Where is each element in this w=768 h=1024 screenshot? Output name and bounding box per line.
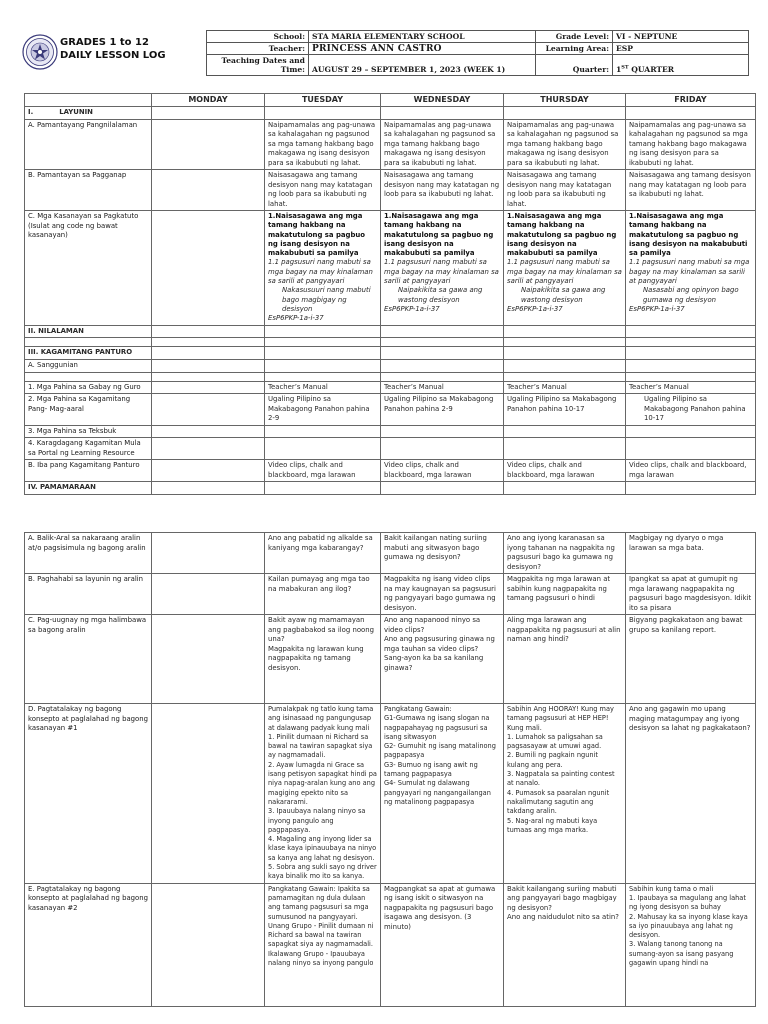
nilalaman-row <box>25 325 756 338</box>
kasanayan-main: 1.Naisasagawa ang mga tamang hakbang na makatutulong sa pagbuo ng isang desisyon na makabubuti sa pamilya <box>384 212 494 258</box>
cell-text: Naipamamalas ang pag-unawa sa kahalagahan ng pagsunod sa mga tamang hakbang bago makagawa ng isang desisyon para sa ikabubuti ng lahat. <box>265 119 381 170</box>
table-row <box>25 119 756 170</box>
cell-text: Magpangkat sa apat at gumawa ng isang iskit o sitwasyon na nagpapakita ng pagsusuri bago isagawa ang desisyon. (3 minuto) <box>381 883 504 1006</box>
day-thursday: THURSDAY <box>504 94 626 107</box>
learning-area-label: Learning Area: <box>536 43 613 55</box>
section-nilalaman: II. NILALAMAN <box>25 325 152 338</box>
row-label-pagtatalakay-2: E. Pagtatalakay ng bagong konsepto at paglalahad ng bagong kasanayan #2 <box>25 883 152 1006</box>
kasanayan-item: 1.1 pagsusuri nang mabuti sa mga bagay na may kinalaman sa sarili at pangyayari <box>268 258 373 286</box>
table-row <box>25 211 756 326</box>
kagamitan-row <box>25 347 756 360</box>
cell-text: Magbigay ng dyaryo o mga larawan sa mga bata. <box>626 533 756 574</box>
cell-text: Bakit kailangang suriing mabuti ang pangyayari bago magbigay ng desisyon? Ano ang naidudulot nito sa atin? <box>504 883 626 1006</box>
table-row <box>25 574 756 615</box>
teaching-dates-value: AUGUST 29 – SEPTEMBER 1, 2023 (WEEK 1) <box>309 55 536 76</box>
row-label-balik-aral: A. Balik-Aral sa nakaraang aralin at/o pagsisimula ng bagong aralin <box>25 533 152 574</box>
cell-text: Ugaling Pilipino sa Makabagong Panahon pahina 10-17 <box>504 394 626 426</box>
cell-text: Pangkatang Gawain: G1-Gumawa ng isang slogan na nagpapahayag ng pagsusuri sa isang sitwasyon G2- Gumuhit ng isang matalinong pagpapasya G3- Bumuo ng isang awit ng tamang pagpapasya G4- Sumulat ng dalawang pangyayari ng nangangailangan ng matalinong pagpapasya <box>381 704 504 884</box>
cell-text: Teacher’s Manual <box>626 381 756 394</box>
kasanayan-sub: Naipakikita sa gawa ang wastong desisyon <box>398 286 483 304</box>
cell-text: Teacher’s Manual <box>504 381 626 394</box>
cell-text: Video clips, chalk and blackboard, mga larawan <box>381 460 504 482</box>
day-wednesday: WEDNESDAY <box>381 94 504 107</box>
spacer-row <box>25 372 756 381</box>
row-label-pamantayan-sa-pagganap: B. Pamantayan sa Pagganap <box>25 170 152 211</box>
cell-text: Naipamamalas ang pag-unawa sa kahalagahan ng pagsunod sa mga tamang hakbang bago makagawa ng isang desisyon para sa ikabubuti ng lahat. <box>626 119 756 170</box>
day-friday: FRIDAY <box>626 94 756 107</box>
lesson-table-bottom <box>24 532 756 1007</box>
table-row <box>25 704 756 884</box>
cell-text: Magpakita ng isang video clips na may kaugnayan sa pagsusuri ng pangyayari bago gumawa ng desisyon. <box>381 574 504 615</box>
quarter-word: QUARTER <box>631 65 675 74</box>
cell-text: Pumalakpak ng tatlo kung tama ang isinasaad ng pangungusap at dalawang padyak kung mali 1. Pinilit dumaan ni Richard sa bawal na tawiran sapagkat siya ay nagmamadali. 2. Ayaw lumagda ni Grace sa isang petisyon sapagkat hindi pa niya napag-aralan kung ano ang magiging epekto nito sa nakararami. 3. Ipauubaya nalang ninyo sa inyong pangulo ang pagpapasya. 4. Magaling ang inyong lider sa klase kaya ipinauubaya na ninyo sa kanya ang lahat ng desisyon. 5. Sobra ang sukli sayo ng driver kaya binalik mo ito sa kanya. <box>265 704 381 884</box>
quarter-number: 1 <box>616 65 622 74</box>
row-label-paghahabi: B. Paghahabi sa layunin ng aralin <box>25 574 152 615</box>
kasanayan-main: 1.Naisasagawa ang mga tamang hakbang na makatutulong sa pagbuo ng isang desisyon na makabubuti sa pamilya <box>507 212 617 258</box>
table-row <box>25 170 756 211</box>
lesson-log-header <box>22 30 750 78</box>
table-row <box>25 615 756 704</box>
cell-text: Bigyang pagkakataon ang bawat grupo sa kanilang report. <box>626 615 756 704</box>
kasanayan-code: EsP6PKP-1a-i-37 <box>507 304 563 313</box>
cell-text: Naisasagawa ang tamang desisyon nang may katatagan ng loob para sa ikabubuti ng lahat. <box>265 170 381 211</box>
cell-text: Ano ang iyong karanasan sa iyong tahanan na nagpakita ng pagsusuri bago ka gumawa ng desisyon? <box>504 533 626 574</box>
kasanayan-item: 1.1 pagsusuri nang mabuti sa mga bagay na may kinalaman sa sarili at pangyayari <box>629 258 750 286</box>
cell-text: Naisasagawa ang tamang desisyon nang may katatagan ng loob para sa ikabubuti ng lahat. <box>381 170 504 211</box>
kasanayan-friday <box>626 211 756 326</box>
kasanayan-item: 1.1 pagsusuri nang mabuti sa mga bagay na may kinalaman sa sarili at pangyayari <box>384 258 499 286</box>
kasanayan-sub: Nakasusuuri nang mabuti bago magbigay ng desisyon <box>282 286 371 313</box>
row-label-pag-uugnay: C. Pag-uugnay ng mga halimbawa sa bagong aralin <box>25 615 152 704</box>
day-tuesday: TUESDAY <box>265 94 381 107</box>
cell-text: Magpakita ng mga larawan at sabihin kung nagpapakita ng tamang pagsusuri o hindi <box>504 574 626 615</box>
table-row <box>25 359 756 372</box>
deped-seal-icon <box>22 34 58 70</box>
cell-text: Teacher’s Manual <box>381 381 504 394</box>
cell-text: Bakit ayaw ng mamamayan ang pagbabakod sa ilog noong una? Magpakita ng larawan kung nagpapakita ng tamang desisyon. <box>265 615 381 704</box>
cell-text: Sabihin Ang HOORAY! Kung may tamang pagsusuri at HEP HEP! Kung mali. 1. Lumahok sa paligsahan sa pagsasayaw at umuwi agad. 2. Bumili ng pagkain ngunit kulang ang pera. 3. Nagpatala sa painting contest at nanalo. 4. Pumasok sa paaralan ngunit nakalimutang sagutin ang takdang aralin. 5. Nag-aral ng mabuti kaya tumaas ang mga marka. <box>504 704 626 884</box>
kasanayan-note: (Isulat ang code ng bawat kasanayan) <box>28 221 118 239</box>
table-row <box>25 438 756 460</box>
row-label-sanggunian: A. Sanggunian <box>25 359 152 372</box>
kasanayan-code: EsP6PKP-1a-i-37 <box>268 314 324 323</box>
log-title <box>60 36 166 62</box>
table-row <box>25 460 756 482</box>
row-label-gabay-ng-guro: 1. Mga Pahina sa Gabay ng Guro <box>25 381 152 394</box>
grade-level-label: Grade Level: <box>536 31 613 43</box>
quarter-suffix: ST <box>621 64 629 71</box>
kasanayan-code: EsP6PKP-1a-i-37 <box>384 304 440 313</box>
learning-area-value: ESP <box>613 43 749 55</box>
log-title-line1: GRADES 1 to 12 <box>60 37 149 48</box>
cell-text: Naipamamalas ang pag-unawa sa kahalagahan ng pagsunod sa mga tamang hakbang bago makagawa ng isang desisyon para sa ikabubuti ng lahat. <box>504 119 626 170</box>
quarter-value <box>613 55 749 76</box>
teacher-label: Teacher: <box>207 43 309 55</box>
cell-text: Naipamamalas ang pag-unawa sa kahalagahan ng pagsunod sa mga tamang hakbang bago makagawa ng isang desisyon para sa ikabubuti ng lahat. <box>381 119 504 170</box>
kasanayan-main: 1.Naisasagawa ang mga tamang hakbang na makatutulong sa pagbuo ng isang desisyon na makabubuti sa pamilya <box>629 212 748 258</box>
row-label-pagtatalakay-1: D. Pagtatalakay ng bagong konsepto at paglalahad ng bagong kasanayan #1 <box>25 704 152 884</box>
info-table <box>206 30 749 76</box>
quarter-label: Quarter: <box>536 55 613 76</box>
kasanayan-tuesday <box>265 211 381 326</box>
cell-text: Ipangkat sa apat at gumupit ng mga larawang nagpapakita ng pagsusuri bago magdesisyon. Idikit ito sa pisara <box>626 574 756 615</box>
section-layunin-title: LAYUNIN <box>59 108 93 116</box>
cell-text: Naisasagawa ang tamang desisyon nang may katatagan ng loob para sa ikabubuti ng lahat. <box>504 170 626 211</box>
school-value: STA MARIA ELEMENTARY SCHOOL <box>309 31 536 43</box>
kasanayan-sub: Nasasabi ang opinyon bago gumawa ng desisyon <box>643 286 739 304</box>
pamamaraan-row <box>25 482 756 495</box>
cell-text: Ugaling Pilipino sa Makabagong Panahon pahina 10-17 <box>626 394 756 426</box>
cell-text: Video clips, chalk and blackboard, mga larawan <box>626 460 756 482</box>
cell-text: Video clips, chalk and blackboard, mga larawan <box>265 460 381 482</box>
row-label-learning-resource: 4. Karagdagang Kagamitan Mula sa Portal ng Learning Resource <box>25 438 152 460</box>
row-label-kasanayan <box>25 211 152 326</box>
kasanayan-thursday <box>504 211 626 326</box>
school-label: School: <box>207 31 309 43</box>
cell-text: Video clips, chalk and blackboard, mga larawan <box>504 460 626 482</box>
row-label-teksbuk: 3. Mga Pahina sa Teksbuk <box>25 425 152 438</box>
table-row <box>25 381 756 394</box>
cell-text: Ano ang napanood ninyo sa video clips? Ano ang pagsusuring ginawa ng mga tauhan sa video clips? Sang-ayon ka ba sa kanilang ginawa? <box>381 615 504 704</box>
day-header-row <box>25 94 756 107</box>
section-layunin-number: I. <box>28 108 34 116</box>
kasanayan-wednesday <box>381 211 504 326</box>
grade-level-value: VI - NEPTUNE <box>613 31 749 43</box>
table-row <box>25 394 756 426</box>
teaching-dates-label: Teaching Dates and Time: <box>207 55 309 76</box>
table-row <box>25 533 756 574</box>
kasanayan-main: 1.Naisasagawa ang mga tamang hakbang na makatutulong sa pagbuo ng isang desisyon na makabubuti sa pamilya <box>268 212 366 258</box>
section-kagamitan: III. KAGAMITANG PANTURO <box>25 347 152 360</box>
lesson-table-top <box>24 93 756 495</box>
section-layunin <box>25 107 152 120</box>
cell-text: Aling mga larawan ang nagpapakita ng pagsusuri at alin naman ang hindi? <box>504 615 626 704</box>
spacer-row <box>25 338 756 347</box>
kasanayan-title: C. Mga Kasanayan sa Pagkatuto <box>28 212 139 220</box>
cell-text: Ugaling Pilipino sa Makabagong Panahon pahina 2-9 <box>265 394 381 426</box>
table-row <box>25 425 756 438</box>
cell-text: Sabihin kung tama o mali 1. Ipaubaya sa magulang ang lahat ng iyong desisyon sa buhay 2. Mahusay ka sa inyong klase kaya sa iyo pinauubaya ang lahat ng desisyon. 3. Walang tanong tanong na sumang-ayon sa isang pasyang gagawin upang hindi na <box>626 883 756 1006</box>
layunin-row <box>25 107 756 120</box>
row-label-iba-pang-kagamitan: B. Iba pang Kagamitang Panturo <box>25 460 152 482</box>
cell-text: Bakit kailangan nating suriing mabuti ang sitwasyon bago gumawa ng desisyon? <box>381 533 504 574</box>
cell-text: Kailan pumayag ang mga tao na mabakuran ang ilog? <box>265 574 381 615</box>
kasanayan-code: EsP6PKP-1a-i-37 <box>629 304 685 313</box>
cell-text: Ano ang gagawin mo upang maging matagumpay ang iyong desisyon sa lahat ng pagkakataon? <box>626 704 756 884</box>
cell-text: Teacher’s Manual <box>265 381 381 394</box>
cell-text: Ugaling Pilipino sa Makabagong Panahon pahina 2-9 <box>381 394 504 426</box>
section-pamamaraan: IV. PAMAMARAAN <box>25 482 152 495</box>
cell-text: Naisasagawa ang tamang desisyon nang may katatagan ng loob para sa ikabubuti ng lahat. <box>626 170 756 211</box>
kasanayan-item: 1.1 pagsusuri nang mabuti sa mga bagay na may kinalaman sa sarili at pangyayari <box>507 258 622 286</box>
row-label-kagamitang-mag-aaral: 2. Mga Pahina sa Kagamitang Pang- Mag-aaral <box>25 394 152 426</box>
kasanayan-sub: Naipakikita sa gawa ang wastong desisyon <box>521 286 606 304</box>
cell-text: Pangkatang Gawain: Ipakita sa pamamagitan ng dula dulaan ang tamang pagsusuri sa mga sumusunod na pangyayari. Unang Grupo - Pinilit dumaan ni Richard sa bawal na tawiran sapagkat siya ay nagmamadali. Ikalawang Grupo - Ipauubaya nalang ninyo sa inyong pangulo <box>265 883 381 1006</box>
row-label-pamantayang-pangnilalaman: A. Pamantayang Pangnilalaman <box>25 119 152 170</box>
log-title-line2: DAILY LESSON LOG <box>60 50 166 61</box>
teacher-value: PRINCESS ANN CASTRO <box>309 43 536 55</box>
table-row <box>25 883 756 1006</box>
cell-text: Ano ang pabatid ng alkalde sa kaniyang mga kabarangay? <box>265 533 381 574</box>
day-monday: MONDAY <box>152 94 265 107</box>
